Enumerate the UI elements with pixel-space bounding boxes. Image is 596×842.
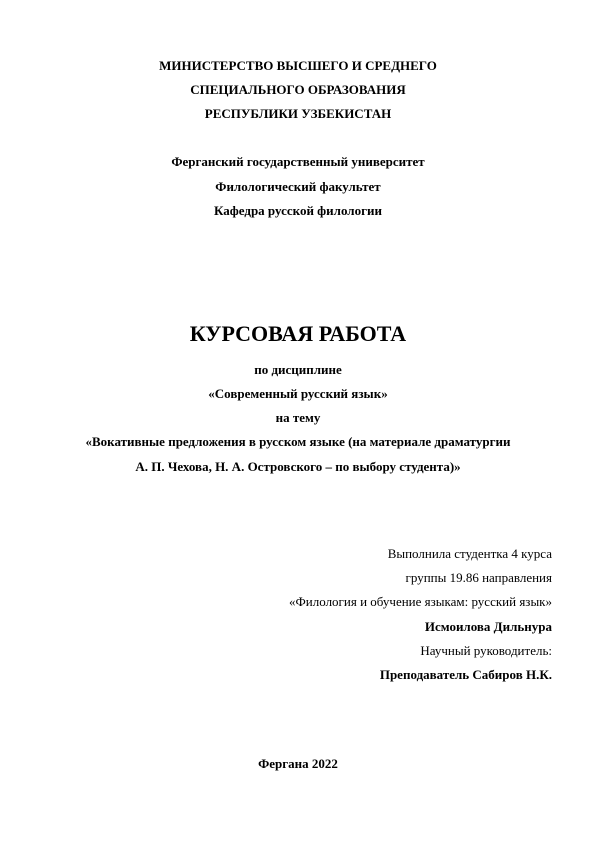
- author-name: Исмоилова Дильнура: [424, 619, 552, 634]
- ministry-line-3: РЕСПУБЛИКИ УЗБЕКИСТАН: [204, 106, 392, 121]
- ministry-line-1: МИНИСТЕРСТВО ВЫСШЕГО И СРЕДНЕГО: [159, 58, 437, 73]
- department-name: Кафедра русской филологии: [214, 203, 382, 218]
- supervisor-label: Научный руководитель:: [420, 643, 552, 658]
- author-line-1: Выполнила студентка 4 курса: [387, 546, 552, 561]
- ministry-line-2: СПЕЦИАЛЬНОГО ОБРАЗОВАНИЯ: [190, 82, 406, 97]
- university-name: Ферганский государственный университет: [171, 154, 425, 169]
- discipline-name: «Современный русский язык»: [208, 386, 388, 401]
- city-year: Фергана 2022: [258, 756, 338, 771]
- document-title: КУРСОВАЯ РАБОТА: [189, 321, 407, 346]
- faculty-name: Филологический факультет: [215, 179, 381, 194]
- topic-line-2: А. П. Чехова, Н. А. Островского – по выбору студента)»: [135, 459, 461, 474]
- author-line-2: группы 19.86 направления: [405, 570, 552, 585]
- topic-line-1: «Вокативные предложения в русском языке (на материале драматургии: [85, 434, 511, 449]
- author-line-3: «Филология и обучение языкам: русский язык»: [289, 594, 552, 609]
- supervisor-name: Преподаватель Сабиров Н.К.: [379, 667, 552, 682]
- topic-label: на тему: [275, 410, 321, 425]
- discipline-label: по дисциплине: [254, 362, 342, 377]
